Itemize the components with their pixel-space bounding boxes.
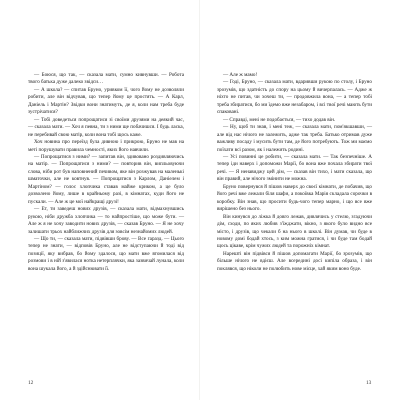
- paragraph: — Ет, ти заведеш нових друзів, — сказала мати, відмахнувшись рукою, ніби дружба хлопчика — то найпростіше, що може бути. — Але ж я не хочу заводити нових друзів, — сказав Бруно. — Я не хочу залишати трьох найближчих друзів для зовсім незнайомих людей.: [28, 206, 184, 235]
- page-number-left: 12: [28, 380, 34, 386]
- paragraph: — Тобі доведеться попрощатися зі своїми друзями на деякий час, — сказала мати. — Хоч я певна, ти з ними ще побачишся. І будь ласка, не перебивай свою матір, коли вона тобі щось каже.: [28, 116, 184, 138]
- paragraph: — Усі повинні це робити, — сказала мати. — Так безпечніше. А тепер іди наверх і допоможи Марії, бо вона вже почала збирати твої речі. — Я ненавиджу цей дім, — сказав він тихо, і мати сказала, що він правий, але нічого змінити не можна.: [217, 153, 372, 183]
- paragraph: — Але ж мамо!: [223, 72, 258, 78]
- paragraph: — Годі, Бруно, — сказала мати, вдаривши рукою по столу, і Бруно зрозумів, що здатність до спору на цьому й вичерпалась. — Адже ж ніхто не питав, чи хочеш ти, — продовжила вона, — а тепер тобі треба збиратися, бо ми їдемо вже незабаром, і всі твої речі мають бути спаковані.: [217, 79, 372, 116]
- paragraph: — Попрощатися з ними? — запитав він, здивовано роздивляючись на матір. — Попрощатися з ними? — повторив він, випльовуючи слова, ніби рот був наповнений печивом, яке він розжував на маленькі шматочки, але не ковтнув. — Попрощатися з Карлом, Даніелем і Мартіном? — голос хлопчика ставав майже криком, а це було дозволено йому, лише в крайньому разі, в кімнатах, куди його не пускали. — Але ж це мої найкращі друзі!: [28, 153, 184, 205]
- page-number-right: 13: [366, 380, 372, 386]
- paragraph: Бруно повернувся й пішов наверх до своєї кімнати, де побачив, що його речі вже лежали біля шафи, а покоївка Марія складала сорочки в коробку. Він знав, що просити будь-чого тепер марно, і що все вже вирішено без нього.: [217, 183, 372, 213]
- right-page: [200, 0, 400, 400]
- paragraph: — Ну, щоб ти знав, і мені теж, — сказала мати, пом'якшавши, — але від нас нічого не залежить, адже так треба. Батько отримав дуже важливу посаду і мусить бути там, де його потребують. Тож ми маємо поїхати всі разом, як і належить родині.: [217, 124, 372, 153]
- paragraph: — Справді, мені не подобається, — тихо додав він.: [223, 116, 336, 123]
- paragraph: — Боюся, що так, — сказала мати, сумно кивнувши. — Робота твого батька дуже далеко звідси…: [28, 72, 184, 86]
- paragraph: — Що ти, — сказала мати, підвівши брову. — Все гаразд. — Цього тепер не знати, — відповів Бруно, але не відступаючи й тоді від позиції, яку вибрав, бо йому здалося, що мати вже втомилася від розмови і в ній з'явилася нотка нетерплячки, яка зазвичай лунала, коли вона шукала його, а й здійснювати її.: [28, 235, 184, 272]
- left-page-text: [28, 72, 184, 273]
- paragraph: Хоч новина про переїзд була дивною і прикрою, Бруно не мав на меті порушувати правила чемності, яких його навчили.: [28, 139, 184, 153]
- paragraph: Нарешті він підвівся й пішов допомагати Марії, бо зрозумів, що більше нічого не вдієш. Але всередині досі кипіла образа, і він поклявся, що ніколи не полюбить нове місце, хай яким воно буде.: [217, 250, 372, 272]
- paragraph: Він кинувся до ліжка й довго лежав, дивлячись у стелю, згадуючи дім, сходи, по яких любив з'їжджати, вікно, з якого було видно все місто, і друзів, що чекали б на нього в школі. Він думав, чи буде в новому домі бодай хтось, з ким можна гратися, і чи буде там бодай щось цікаве, крім чужих людей та порожніх кімнат.: [217, 213, 372, 250]
- right-page-text: [217, 72, 372, 273]
- paragraph: — А школа? — спитав Бруно, уривком її, чого йому не дозволяли робити, але він відчував, що тепер йому це простять. — А Карл, Даніель і Мартін? Звідки вони знатимуть, де я, коли нам треба буде зустрічатися?: [28, 86, 184, 116]
